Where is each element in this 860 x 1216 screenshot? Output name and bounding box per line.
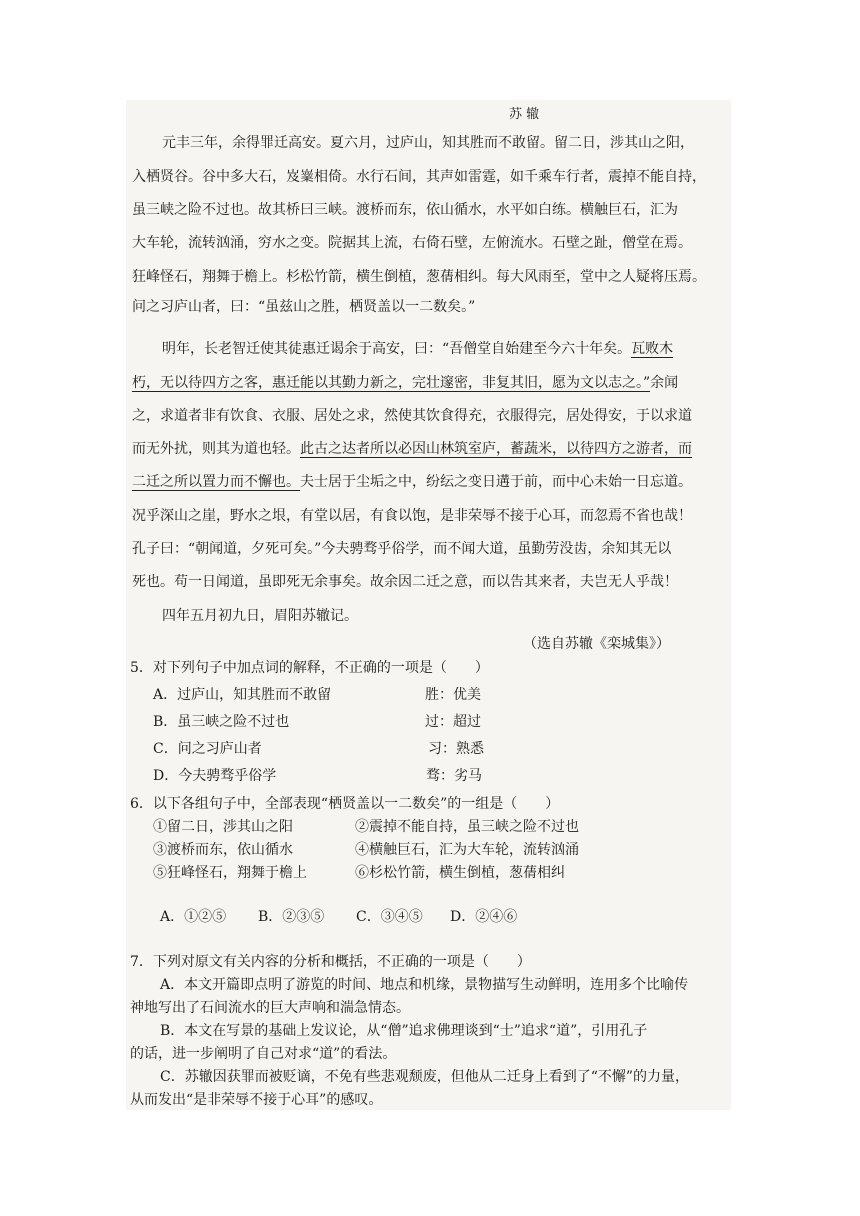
- text-line: [132, 473, 692, 491]
- answer-choice: A．①②⑤: [160, 909, 227, 925]
- option-text: D．今夫骋骛乎俗学: [153, 768, 277, 784]
- question-stem: 7．下列对原文有关内容的分析和概括，不正确的一项是（ ）: [130, 954, 531, 970]
- text-line: 入栖贤谷。谷中多大石，岌嶪相倚。水行石间，其声如雷霆，如千乘车行者，震掉不能自持，: [132, 169, 706, 185]
- sentence-item: ④横触巨石，汇为大车轮，流转汹涌: [355, 842, 579, 858]
- sentence-item: ⑤狂峰怪石，翔舞于檐上: [153, 865, 307, 881]
- text-line: [162, 340, 673, 358]
- option-gloss: 胜：优美: [425, 687, 481, 703]
- answer-choice: B．②③⑤: [258, 909, 325, 925]
- sentence-item: ②震掉不能自持，虽三峡之险不过也: [355, 819, 579, 835]
- option-gloss: 过：超过: [425, 714, 481, 730]
- underlined-text: 瓦败木: [631, 341, 674, 357]
- option-line: 的话，进一步阐明了自己对求“道”的看法。: [130, 1046, 397, 1062]
- option-text: A．过庐山，知其胜而不敢留: [153, 687, 332, 703]
- text-line: [132, 374, 678, 392]
- text-segment: 夫士居于尘垢之中，纷纭之变日遘于前，而中心未始一日忘道。: [300, 474, 692, 490]
- underlined-text: 此古之达者所以必因山林筑室庐，蓄蔬米，以待四方之游者，而: [300, 441, 692, 457]
- option-line: 神地写出了石间流水的巨大声响和湍急情态。: [130, 1000, 410, 1016]
- text-line: 之，求道者非有饮食、衣服、居处之求，然使其饮食得充，衣服得完，居处得安，于以求道: [132, 408, 692, 424]
- underlined-text: 朽，无以待四方之客，惠迁能以其勤力新之，完壮邃密，非复其旧，愿为文以志之。”: [132, 375, 651, 391]
- option-line: 从而发出“是非荣辱不接于心耳”的感叹。: [130, 1092, 383, 1108]
- text-line: 问之习庐山者，曰：“虽兹山之胜，栖贤盖以一二数矣。”: [132, 299, 476, 315]
- question-stem: 5．对下列句子中加点词的解释，不正确的一项是（ ）: [130, 660, 489, 676]
- text-line: 死也。苟一日闻道，虽即死无余事矣。故余因二迁之意，而以告其来者，夫岂无人乎哉！: [132, 574, 678, 590]
- text-line: 狂峰怪石，翔舞于檐上。杉松竹箭，横生倒植，葱蒨相纠。每大风雨至，堂中之人疑将压焉。: [132, 269, 706, 285]
- text-line: 虽三峡之险不过也。故其桥曰三峡。渡桥而东，依山循水，水平如白练。横触巨石，汇为: [132, 202, 678, 218]
- answer-choice: D．②④⑥: [450, 909, 518, 925]
- sentence-item: ⑥杉松竹箭，横生倒植，葱蒨相纠: [355, 865, 565, 881]
- text-line: [132, 440, 692, 458]
- date-line: 四年五月初九日，眉阳苏辙记。: [162, 608, 358, 624]
- text-line: 大车轮，流转汹涌，穷水之变。院据其上流，右倚石壁，左俯流水。石壁之趾，僧堂在焉。: [132, 235, 692, 251]
- sentence-item: ①留二日，涉其山之阳: [153, 819, 293, 835]
- option-line: C．苏辙因获罪而被贬谪，不免有些悲观颓废，但他从二迁身上看到了“不懈”的力量，: [160, 1069, 690, 1085]
- option-gloss: 习：熟悉: [428, 741, 484, 757]
- text-segment: 而无外扰，则其为道也轻。: [132, 441, 300, 457]
- source-citation: （选自苏辙《栾城集》）: [523, 636, 670, 652]
- underlined-text: 二迁之所以置力而不懈也。: [132, 474, 300, 490]
- text-segment: 明年，长老智迁使其徒惠迁谒余于高安，曰：“吾僧堂自始建至今六十年矣。: [162, 341, 632, 357]
- answer-choice: C．③④⑤: [356, 909, 423, 925]
- option-text: C．问之习庐山者: [153, 741, 262, 757]
- text-segment: 余闻: [650, 375, 679, 391]
- author-name: 苏 辙: [509, 107, 540, 122]
- text-line: 元丰三年，余得罪迁高安。夏六月，过庐山，知其胜而不敢留。留二日，涉其山之阳，: [162, 135, 694, 151]
- option-line: B．本文在写景的基础上发议论，从“僧”追求佛理谈到“士”追求“道”，引用孔子: [160, 1023, 648, 1039]
- option-text: B．虽三峡之险不过也: [153, 714, 290, 730]
- text-line: 孔子曰：“朝闻道，夕死可矣。”今夫骋骛乎俗学，而不闻大道，虽勤劳没齿，余知其无以: [132, 541, 672, 557]
- option-gloss: 骛：劣马: [426, 768, 482, 784]
- text-line: 况乎深山之崖，野水之垠，有堂以居，有食以饱，是非荣辱不接于心耳，而忽焉不省也哉！: [132, 508, 692, 524]
- sentence-item: ③渡桥而东，依山循水: [153, 842, 293, 858]
- question-stem: 6．以下各组句子中，全部表现“栖贤盖以一二数矣”的一组是（ ）: [130, 796, 560, 812]
- option-line: A．本文开篇即点明了游览的时间、地点和机缘，景物描写生动鲜明，连用多个比喻传: [160, 977, 689, 993]
